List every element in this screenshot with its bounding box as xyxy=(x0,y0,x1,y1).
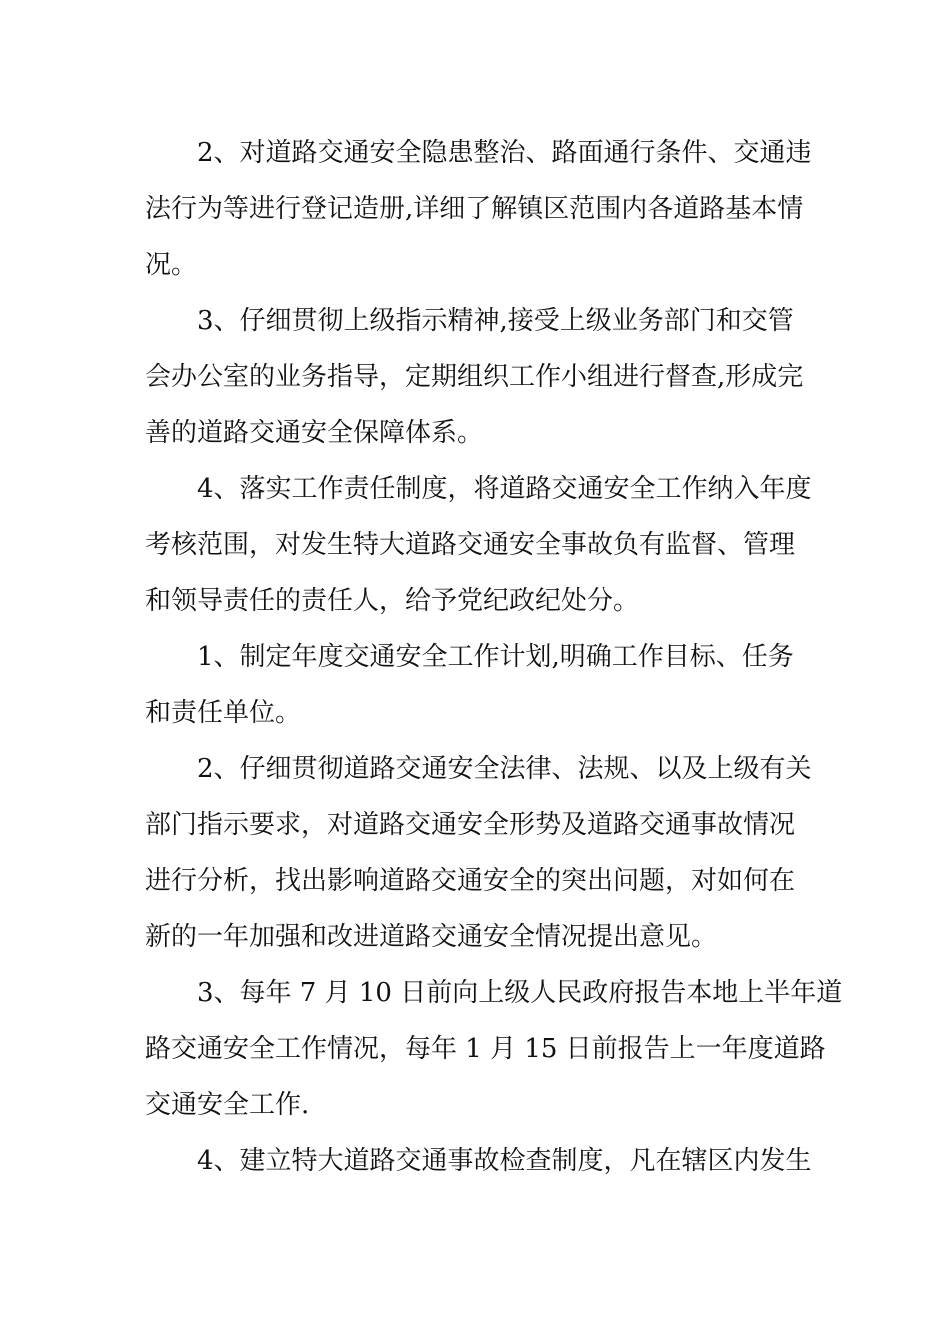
paragraph-3 xyxy=(145,461,817,629)
paragraph-4 xyxy=(145,629,817,741)
paragraph-line: 4、建立特大道路交通事故检查制度，凡在辖区内发生 xyxy=(197,1146,812,1176)
document-body xyxy=(145,125,843,1189)
paragraph-line: 和领导责任的责任人，给予党纪政纪处分。 xyxy=(145,586,640,616)
paragraph-6 xyxy=(145,965,843,1133)
paragraph-5 xyxy=(145,741,817,965)
paragraph-line: 考核范围，对发生特大道路交通安全事故负有监督、管理 xyxy=(145,530,796,560)
paragraph-line: 4、落实工作责任制度，将道路交通安全工作纳入年度 xyxy=(197,474,812,504)
paragraph-line: 新的一年加强和改进道路交通安全情况提出意见。 xyxy=(145,922,718,952)
paragraph-line: 法行为等进行登记造册,详细了解镇区范围内各道路基本情 xyxy=(145,194,804,224)
paragraph-line: 3、仔细贯彻上级指示精神,接受上级业务部门和交管 xyxy=(197,306,794,336)
paragraph-line: 和责任单位。 xyxy=(145,698,302,728)
paragraph-2 xyxy=(145,293,817,461)
paragraph-7 xyxy=(145,1133,817,1189)
paragraph-line: 交通安全工作. xyxy=(145,1090,310,1120)
paragraph-line: 部门指示要求，对道路交通安全形势及道路交通事故情况 xyxy=(145,810,796,840)
paragraph-line: 路交通安全工作情况，每年 1 月 15 日前报告上一年度道路 xyxy=(145,1034,826,1064)
paragraph-line: 1、制定年度交通安全工作计划,明确工作目标、任务 xyxy=(197,642,794,672)
paragraph-line: 进行分析，找出影响道路交通安全的突出问题，对如何在 xyxy=(145,866,796,896)
paragraph-line: 善的道路交通安全保障体系。 xyxy=(145,418,484,448)
paragraph-line: 会办公室的业务指导，定期组织工作小组进行督查,形成完 xyxy=(145,362,804,392)
paragraph-line: 2、对道路交通安全隐患整治、路面通行条件、交通违 xyxy=(197,138,812,168)
paragraph-line: 2、仔细贯彻道路交通安全法律、法规、以及上级有关 xyxy=(197,754,812,784)
paragraph-1 xyxy=(145,125,817,293)
paragraph-line: 况。 xyxy=(145,250,198,280)
paragraph-line: 3、每年 7 月 10 日前向上级人民政府报告本地上半年道 xyxy=(197,978,843,1008)
